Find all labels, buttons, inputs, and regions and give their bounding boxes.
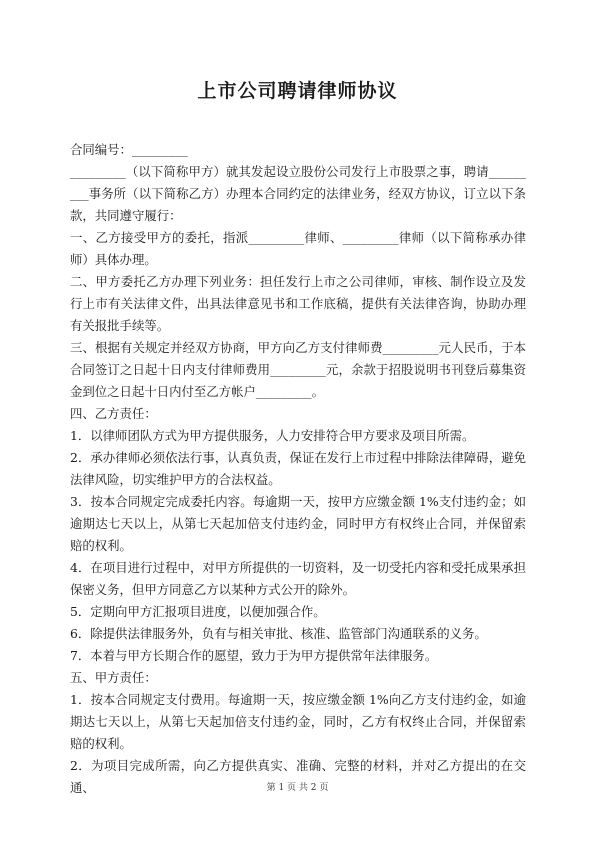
party-b-item-3: 3．按本合同规定完成委托内容。每逾期一天，按甲方应缴金额 1%支付违约金；如逾期达七天以上，从第七天起加倍支付违约金，同时甲方有权终止合同，并保留索赔的权利。 <box>70 494 526 553</box>
party-b-item-1: 1．以律师团队方式为甲方提供服务，人力安排符合甲方要求及项目所需。 <box>70 428 475 443</box>
party-a-item-2: 2．为项目完成所需，向乙方提供真实、准确、完整的材料，并对乙方提出的在交通、 <box>70 758 526 795</box>
party-b-item-6: 6．除提供法律服务外，负有与相关审批、核准、监管部门沟通联系的义务。 <box>70 626 487 641</box>
section-heading-party-a: 五、甲方责任： <box>70 670 157 685</box>
party-b-item-7: 7．本着与甲方长期合作的愿望，致力于为甲方提供常年法律服务。 <box>70 648 438 663</box>
intro-paragraph: _________（以下简称甲方）就其发起设立股份公司发行上市股票之事，聘请_________事务所（以下简称乙方）办理本合同约定的法律业务，经双方协议，订立以下条款，共同遵守履行： <box>70 164 526 223</box>
document-body <box>70 139 526 799</box>
party-b-item-5: 5．定期向甲方汇报项目进度，以便加强合作。 <box>70 604 326 619</box>
party-b-item-4: 4．在项目进行过程中，对甲方所提供的一切资料，及一切受托内容和受托成果承担保密义务，但甲方同意乙方以某种方式公开的除外。 <box>70 560 526 597</box>
clause-2: 二、甲方委托乙方办理下列业务：担任发行上市之公司律师，审核、制作设立及发行上市有关法律文件，出具法律意见书和工作底稿，提供有关法律咨询，协助办理有关报批手续等。 <box>70 274 526 333</box>
document-title: 上市公司聘请律师协议 <box>197 80 398 102</box>
clause-1: 一、乙方接受甲方的委托，指派_________律师、_________律师（以下简称承办律师）具体办理。 <box>70 230 526 267</box>
clause-3: 三、根据有关规定并经双方协商，甲方向乙方支付律师费_________元人民币，于本合同签订之日起十日内支付律师费用_________元，余款于招股说明书刊登后募集资金到位之日起十日内付至乙方帐户_________。 <box>70 340 526 399</box>
party-b-item-2: 2．承办律师必须依法行事，认真负责，保证在发行上市过程中排除法律障碍，避免法律风险，切实维护甲方的合法权益。 <box>70 450 526 487</box>
contract-number-line: 合同编号：_________ <box>70 142 188 157</box>
party-a-item-1: 1．按本合同规定支付费用。每逾期一天，按应缴金额 1%向乙方支付违约金，如逾期达七天以上，从第七天起加倍支付违约金，同时，乙方有权终止合同，并保留索赔的权利。 <box>70 692 526 751</box>
section-heading-party-b: 四、乙方责任： <box>70 406 157 421</box>
page-footer: 第 1 页 共 2 页 <box>266 783 329 793</box>
